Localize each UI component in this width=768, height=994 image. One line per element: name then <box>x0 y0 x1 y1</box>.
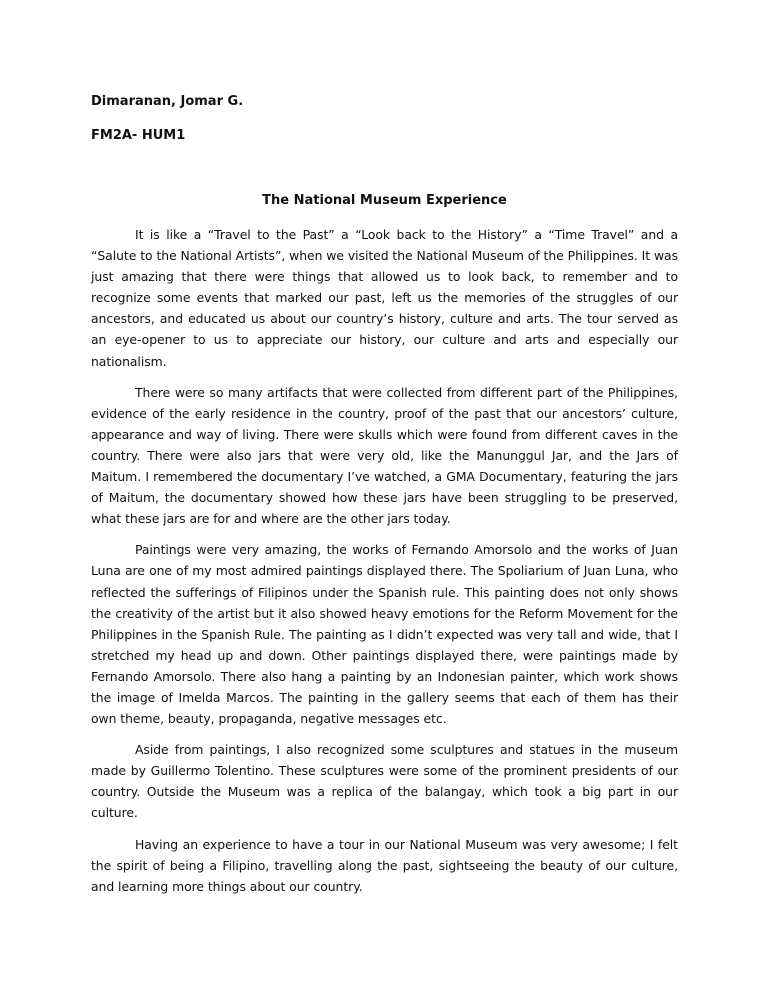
paragraph-4: Aside from paintings, I also recognized some sculptures and statues in the museum made by Guillermo Tolentino. These sculptures were some of the prominent presidents of our country. Outside the Museum was a replica of the balangay, which took a big part in our culture. <box>91 742 678 821</box>
author-name: Dimaranan, Jomar G. <box>91 94 244 109</box>
document-title: The National Museum Experience <box>262 193 507 208</box>
course-code: FM2A- HUM1 <box>91 128 186 143</box>
paragraph-1: It is like a “Travel to the Past” a “Look back to the History” a “Time Travel” and a “Salute to the National Artists”, when we visited the National Museum of the Philippines. It was just amazing that there were things that allowed us to look back, to remember and to recognize some events that marked our past, left us the memories of the struggles of our ancestors, and educated us about our country’s history, culture and arts. The tour served as an eye-opener to us to appreciate our history, our culture and arts and especially our nationalism. <box>91 227 678 369</box>
paragraph-5: Having an experience to have a tour in our National Museum was very awesome; I felt the spirit of being a Filipino, travelling along the past, sightseeing the beauty of our culture, and learning more things about our country. <box>91 836 678 894</box>
document-body <box>91 224 678 907</box>
paragraph-2: There were so many artifacts that were collected from different part of the Philippines, evidence of the early residence in the country, proof of the past that our ancestors’ culture, appearance and way of living. There were skulls which were found from different caves in the country. There were also jars that were very old, like the Manunggul Jar, and the Jars of Maitum. I remembered the documentary I’ve watched, a GMA Documentary, featuring the jars of Maitum, the documentary showed how these jars have been struggling to be preserved, what these jars are for and where are the other jars today. <box>91 384 678 527</box>
paragraph-3: Paintings were very amazing, the works of Fernando Amorsolo and the works of Juan Luna are one of my most admired paintings displayed there. The Spoliarium of Juan Luna, who reflected the sufferings of Filipinos under the Spanish rule. This painting does not only shows the creativity of the artist but it also showed heavy emotions for the Reform Movement for the Philippines in the Spanish Rule. The painting as I didn’t expected was very tall and wide, that I stretched my head up and down. Other paintings displayed there, were paintings made by Fernando Amorsolo. There also hang a painting by an Indonesian painter, which work shows the image of Imelda Marcos. The painting in the gallery seems that each of them has their own theme, beauty, propaganda, negative messages etc. <box>91 542 678 727</box>
